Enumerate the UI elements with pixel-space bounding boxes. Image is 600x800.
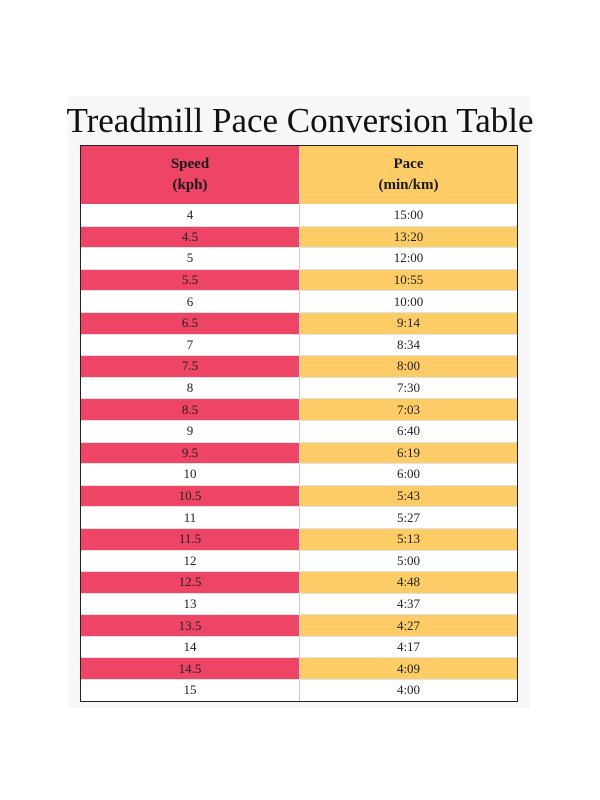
speed-cell: 13.5 [81,615,300,636]
pace-cell: 4:00 [300,680,517,701]
speed-cell: 14.5 [81,658,300,679]
speed-cell: 9.5 [81,443,300,464]
table-row [81,312,517,334]
pace-cell: 6:00 [300,464,517,485]
table-row [81,485,517,507]
speed-cell: 7 [81,335,300,356]
table-row [81,377,517,399]
pace-cell: 10:55 [300,270,517,291]
pace-cell: 4:27 [300,615,517,636]
table-row [81,420,517,442]
pace-cell: 8:34 [300,335,517,356]
table-row [81,636,517,658]
pace-cell: 15:00 [300,204,517,226]
speed-cell: 5 [81,248,300,269]
page-title: Treadmill Pace Conversion Table [66,101,534,140]
pace-cell: 6:40 [300,421,517,442]
header-speed [81,146,300,204]
table-row [81,355,517,377]
pace-cell: 9:14 [300,313,517,334]
table-row [81,657,517,679]
speed-cell: 10 [81,464,300,485]
header-pace [300,146,517,204]
speed-cell: 6 [81,291,300,312]
pace-cell: 5:00 [300,551,517,572]
speed-cell: 10.5 [81,486,300,507]
table-row [81,550,517,572]
speed-cell: 8.5 [81,399,300,420]
table-row [81,247,517,269]
table-row [81,571,517,593]
pace-cell: 7:30 [300,378,517,399]
pace-cell: 10:00 [300,291,517,312]
pace-cell: 13:20 [300,227,517,248]
speed-cell: 15 [81,680,300,701]
pace-cell: 7:03 [300,399,517,420]
table-row [81,506,517,528]
table-row [81,679,517,701]
pace-cell: 4:48 [300,572,517,593]
pace-cell: 4:09 [300,658,517,679]
speed-cell: 8 [81,378,300,399]
table-row [81,442,517,464]
speed-cell: 12.5 [81,572,300,593]
header-speed-unit: (kph) [172,177,208,193]
speed-cell: 6.5 [81,313,300,334]
pace-cell: 4:37 [300,594,517,615]
header-pace-unit: (min/km) [378,177,439,193]
speed-cell: 12 [81,551,300,572]
conversion-table [80,145,518,702]
speed-cell: 11.5 [81,529,300,550]
table-row [81,226,517,248]
table-row [81,463,517,485]
table-row [81,269,517,291]
pace-cell: 12:00 [300,248,517,269]
speed-cell: 14 [81,637,300,658]
table-row [81,334,517,356]
header-pace-label: Pace [393,156,424,172]
table-body [81,204,517,701]
pace-cell: 4:17 [300,637,517,658]
header-speed-label: Speed [170,156,210,172]
speed-cell: 13 [81,594,300,615]
table-row [81,290,517,312]
pace-cell: 5:43 [300,486,517,507]
table-row [81,614,517,636]
speed-cell: 5.5 [81,270,300,291]
pace-cell: 6:19 [300,443,517,464]
speed-cell: 4 [81,204,300,226]
speed-cell: 11 [81,507,300,528]
pace-cell: 8:00 [300,356,517,377]
table-row [81,593,517,615]
table-header-row [81,146,517,204]
speed-cell: 9 [81,421,300,442]
table-row [81,204,517,226]
table-row [81,398,517,420]
pace-cell: 5:13 [300,529,517,550]
speed-cell: 4.5 [81,227,300,248]
pace-cell: 5:27 [300,507,517,528]
speed-cell: 7.5 [81,356,300,377]
table-row [81,528,517,550]
